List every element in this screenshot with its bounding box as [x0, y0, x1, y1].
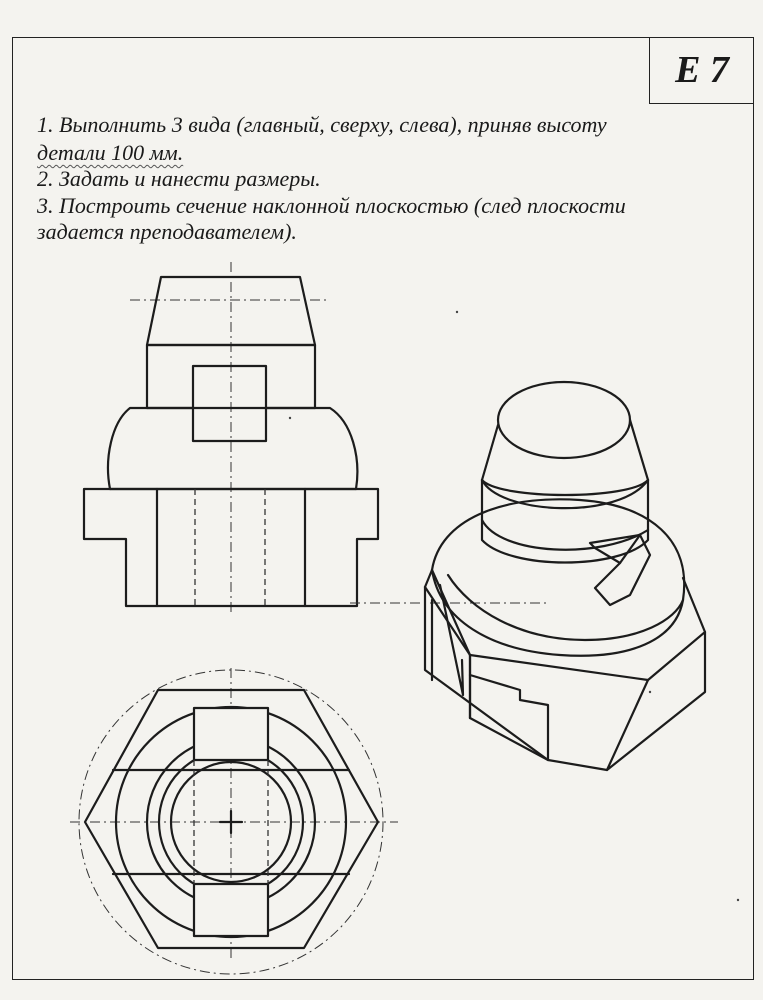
task-2: 2. Задать и нанести размеры. — [37, 166, 321, 191]
task-1-line-1: 1. Выполнить 3 вида (главный, сверху, слева), приняв высоту — [37, 112, 607, 137]
task-3-line-2: задается преподавателем). — [37, 219, 297, 244]
front-view — [84, 262, 378, 615]
task-1-line-2: детали 100 мм. — [37, 140, 184, 165]
top-view — [70, 668, 398, 974]
task-3-line-1: 3. Построить сечение наклонной плоскостью (след плоскости — [37, 193, 626, 218]
variant-badge: Е 7 — [649, 37, 754, 104]
isometric-view — [425, 382, 705, 770]
